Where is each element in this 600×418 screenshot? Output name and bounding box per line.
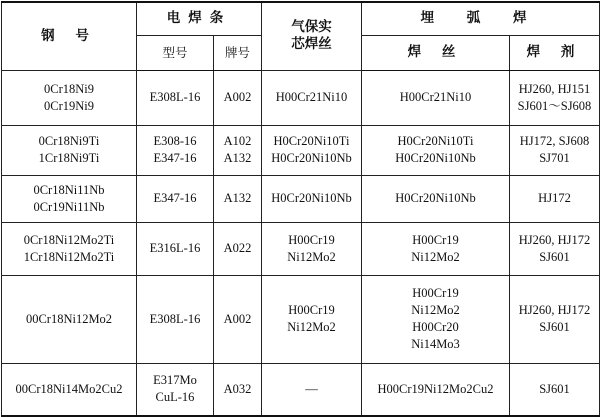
saw-wire-cell-line: Ni12Mo2 <box>411 249 460 264</box>
saw-wire-cell-line: H00Cr19 <box>412 286 459 300</box>
steel-grade-cell-line: 0Cr19Ni11Nb <box>33 199 105 214</box>
header-row-1 <box>2 2 600 35</box>
saw-flux-cell <box>510 275 600 363</box>
saw-flux-cell-line: SJ601 <box>539 249 570 264</box>
saw-flux-cell <box>510 363 600 416</box>
saw-wire-cell <box>362 70 510 125</box>
electrode-brand-cell-line: A002 <box>223 90 252 104</box>
saw-flux-cell <box>510 70 600 125</box>
gas-wire-cell-line: Ni12Mo2 <box>287 249 336 264</box>
saw-wire-cell-line: H00Cr19Ni12Mo2Cu2 <box>377 381 494 396</box>
saw-flux-cell-line: HJ172 <box>538 191 571 205</box>
welding-consumables-table <box>1 1 600 417</box>
electrode-brand-cell <box>214 125 262 175</box>
electrode-model-cell-line: E308-16 <box>153 134 197 148</box>
saw-flux-cell-line: SJ701 <box>539 151 570 165</box>
saw-wire-cell <box>362 363 510 416</box>
gas-wire-cell-line: H0Cr20Ni10Nb <box>271 151 352 165</box>
gas-wire-cell <box>262 363 362 416</box>
saw-wire-cell-line: H00Cr21Ni10 <box>399 90 472 104</box>
gas-wire-cell <box>262 222 362 275</box>
electrode-model-cell <box>137 222 214 275</box>
gas-wire-cell-line: H00Cr19 <box>288 303 335 317</box>
steel-grade-cell <box>2 175 137 222</box>
electrode-model-cell-line: CuL-16 <box>155 390 195 405</box>
saw-flux-cell <box>510 222 600 275</box>
steel-grade-cell <box>2 70 137 125</box>
saw-wire-cell-line: Ni12Mo2 <box>411 303 460 317</box>
steel-grade-cell-line: 0Cr19Ni9 <box>44 98 94 113</box>
electrode-model-cell-line: E347-16 <box>153 151 197 165</box>
saw-wire-cell-line: H00Cr20 <box>412 320 459 334</box>
submerged-arc-header: 埋 弧 焊 <box>362 2 600 35</box>
electrode-brand-header: 牌号 <box>214 35 262 70</box>
saw-flux-cell-line: SJ601～SJ608 <box>517 98 592 113</box>
electrode-model-cell <box>137 125 214 175</box>
steel-grade-cell-line: 00Cr18Ni12Mo2 <box>25 311 113 326</box>
saw-wire-cell-line: H0Cr20Ni10Ti <box>397 134 474 148</box>
steel-grade-cell <box>2 275 137 363</box>
table-row <box>2 275 600 363</box>
table-row <box>2 175 600 222</box>
electrode-model-cell <box>137 275 214 363</box>
saw-flux-cell-line: SJ601 <box>539 381 570 396</box>
electrode-brand-cell-line: A032 <box>223 381 252 396</box>
table-row <box>2 222 600 275</box>
table-body <box>2 70 600 416</box>
electrode-model-cell <box>137 363 214 416</box>
electrode-brand-cell <box>214 222 262 275</box>
electrode-model-cell-line: E347-16 <box>153 191 197 205</box>
electrode-model-cell-line: E308L-16 <box>149 90 201 104</box>
steel-grade-cell-line: 0Cr18Ni12Mo2Ti <box>23 232 115 247</box>
electrode-brand-cell-line: A132 <box>223 191 252 205</box>
saw-wire-cell-line: Ni14Mo3 <box>411 337 460 351</box>
electrode-model-cell-line: E317Mo <box>153 373 197 388</box>
gas-wire-cell <box>262 70 362 125</box>
saw-wire-cell <box>362 222 510 275</box>
saw-wire-cell <box>362 275 510 363</box>
gas-wire-cell-line: H00Cr21Ni10 <box>275 90 348 104</box>
electrode-brand-cell <box>214 70 262 125</box>
gas-flux-cored-wire-header: 气保实 芯焊丝 <box>262 2 362 70</box>
electrode-brand-cell-line: A132 <box>223 151 252 165</box>
saw-flux-cell-line: HJ260, HJ172 <box>518 303 591 317</box>
electrode-header: 电焊条 <box>137 2 262 35</box>
saw-flux-cell-line: SJ601 <box>539 320 570 334</box>
electrode-model-cell-line: E316L-16 <box>149 241 201 255</box>
steel-grade-cell-line: 1Cr18Ni12Mo2Ti <box>23 249 115 264</box>
steel-grade-cell-line: 1Cr18Ni9Ti <box>38 151 100 165</box>
electrode-brand-cell <box>214 275 262 363</box>
saw-wire-cell <box>362 125 510 175</box>
gas-wire-cell <box>262 275 362 363</box>
steel-grade-cell-line: 00Cr18Ni14Mo2Cu2 <box>15 381 123 396</box>
steel-grade-cell-line: 0Cr18Ni9Ti <box>38 134 100 148</box>
gas-wire-cell-line: Ni12Mo2 <box>287 320 336 334</box>
gas-wire-cell-line: H0Cr20Ni10Ti <box>273 134 350 148</box>
saw-flux-cell <box>510 125 600 175</box>
saw-wire-cell-line: H0Cr20Ni10Nb <box>395 151 476 165</box>
electrode-brand-cell <box>214 175 262 222</box>
gas-wire-cell <box>262 125 362 175</box>
saw-flux-cell-line: HJ260, HJ172 <box>518 232 591 247</box>
electrode-brand-cell-line: A102 <box>223 134 252 148</box>
electrode-model-header: 型号 <box>137 35 214 70</box>
electrode-model-cell <box>137 175 214 222</box>
saw-wire-cell-line: H00Cr19 <box>412 232 459 247</box>
table-row <box>2 363 600 416</box>
saw-wire-cell <box>362 175 510 222</box>
steel-grade-cell-line: 0Cr18Ni11Nb <box>33 182 105 197</box>
electrode-model-cell <box>137 70 214 125</box>
electrode-model-cell-line: E308L-16 <box>149 311 201 326</box>
table-row <box>2 70 600 125</box>
steel-grade-cell <box>2 125 137 175</box>
electrode-brand-cell <box>214 363 262 416</box>
electrode-brand-cell-line: A022 <box>223 241 252 255</box>
steel-grade-header: 钢 号 <box>2 2 137 70</box>
saw-wire-cell-line: H0Cr20Ni10Nb <box>395 191 476 205</box>
gas-wire-cell-line: H0Cr20Ni10Nb <box>271 191 352 205</box>
steel-grade-cell <box>2 363 137 416</box>
electrode-brand-cell-line: A002 <box>223 311 252 326</box>
saw-flux-cell <box>510 175 600 222</box>
gas-wire-cell-line: H00Cr19 <box>288 232 335 247</box>
steel-grade-cell <box>2 222 137 275</box>
table-row <box>2 125 600 175</box>
gas-wire-cell-line: — <box>305 381 318 396</box>
saw-flux-header: 焊 剂 <box>510 35 600 70</box>
saw-flux-cell-line: HJ172, SJ608 <box>519 134 590 148</box>
saw-flux-cell-line: HJ260, HJ151 <box>518 81 591 96</box>
saw-wire-header: 焊 丝 <box>362 35 510 70</box>
gas-wire-cell <box>262 175 362 222</box>
steel-grade-cell-line: 0Cr18Ni9 <box>44 81 94 96</box>
